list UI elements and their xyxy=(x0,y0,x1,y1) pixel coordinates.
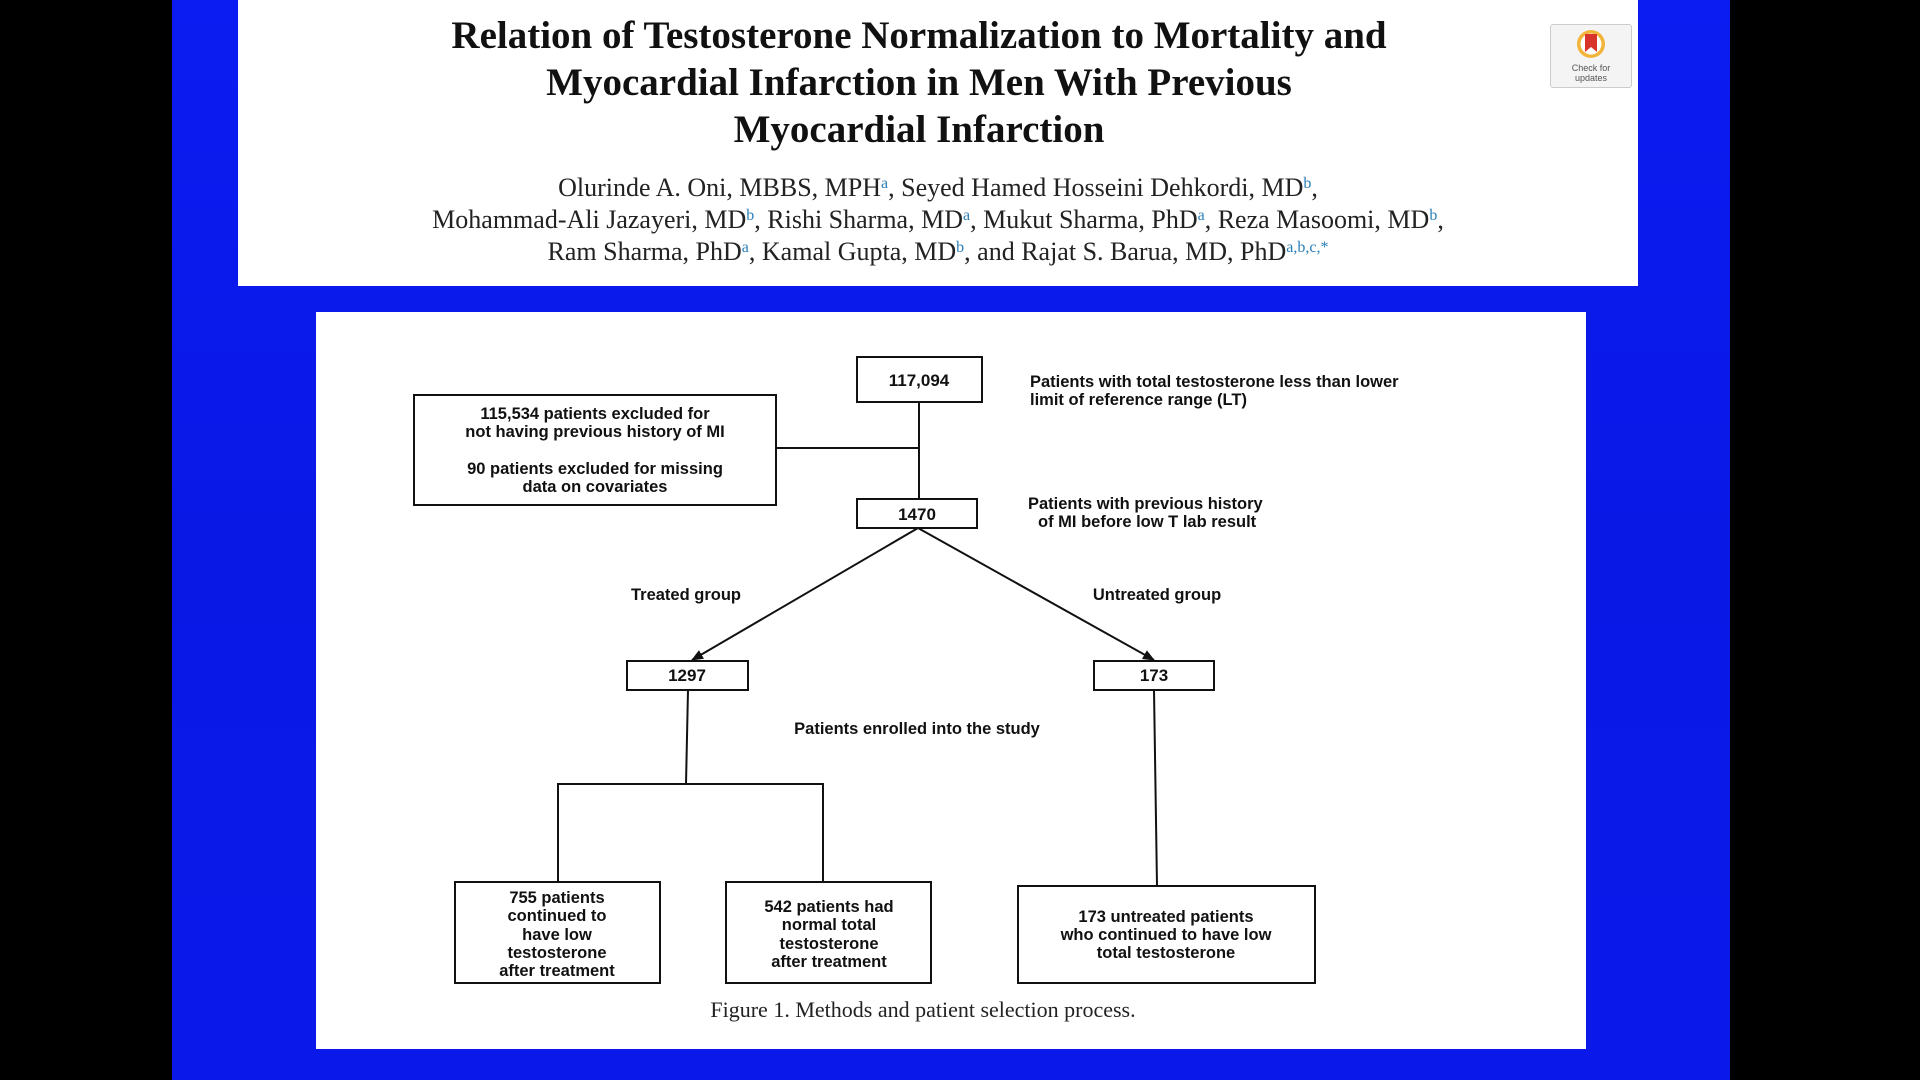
untreated-group-value: 173 xyxy=(1139,666,1169,685)
badge-line: updates xyxy=(1574,73,1608,83)
author-line xyxy=(238,172,1638,204)
mi-note-line: of MI before low T lab result xyxy=(1038,513,1257,531)
outcome-normal-line: normal total xyxy=(781,916,877,934)
author-name: , xyxy=(1311,173,1318,202)
outcome-low-line: testosterone xyxy=(507,944,607,962)
outcome-normal-line: after treatment xyxy=(771,953,887,971)
connector xyxy=(1154,690,1157,886)
exclusion-line: data on covariates xyxy=(522,478,668,496)
author-line xyxy=(238,204,1638,236)
affiliation-mark: b xyxy=(1303,175,1312,192)
affiliation-mark: a,b,c,* xyxy=(1286,239,1329,256)
author-name: , and Rajat S. Barua, MD, PhD xyxy=(964,237,1287,266)
affiliation-mark: b xyxy=(956,239,965,256)
badge-line: Check for xyxy=(1571,63,1611,73)
connector xyxy=(558,784,823,882)
outcome-untreated-line: total testosterone xyxy=(1096,944,1236,962)
outcome-low-line: 755 patients xyxy=(509,889,605,907)
exclusion-line: 90 patients excluded for missing xyxy=(467,460,723,478)
author-list xyxy=(238,172,1638,268)
exclusion-line: not having previous history of MI xyxy=(465,423,725,441)
paper-header xyxy=(238,0,1638,286)
connector xyxy=(686,690,688,784)
outcome-normal-line: 542 patients had xyxy=(764,898,894,916)
affiliation-mark: a xyxy=(881,175,889,192)
outcome-untreated-line: who continued to have low xyxy=(1060,926,1272,944)
outcome-low-line: continued to xyxy=(507,907,607,925)
top-note-line: limit of reference range (LT) xyxy=(1030,391,1247,409)
check-for-updates-button[interactable] xyxy=(1550,24,1632,88)
flowchart xyxy=(316,312,1586,1049)
mi-note-line: Patients with previous history xyxy=(1028,495,1263,513)
outcome-low-line: have low xyxy=(522,926,592,944)
outcome-normal-line: testosterone xyxy=(779,935,879,953)
author-line xyxy=(238,236,1638,268)
author-name: , Rishi Sharma, MD xyxy=(754,205,963,234)
outcome-low-line: after treatment xyxy=(499,962,615,980)
treated-group-label: Treated group xyxy=(630,586,742,604)
author-name: Mohammad-Ali Jazayeri, MD xyxy=(432,205,747,234)
author-name: , xyxy=(1437,205,1444,234)
affiliation-mark: a xyxy=(741,239,749,256)
paper-title xyxy=(238,12,1600,153)
total-patients-value: 117,094 xyxy=(888,371,950,390)
enrolled-label: Patients enrolled into the study xyxy=(794,720,1040,738)
figure-panel xyxy=(316,312,1586,1049)
author-name: , Seyed Hamed Hosseini Dehkordi, MD xyxy=(888,173,1304,202)
affiliation-mark: a xyxy=(1197,207,1205,224)
author-name: , Mukut Sharma, PhD xyxy=(970,205,1198,234)
title-line: Myocardial Infarction in Men With Previous xyxy=(546,61,1292,104)
top-note-line: Patients with total testosterone less than lower xyxy=(1030,373,1399,391)
author-name: , Reza Masoomi, MD xyxy=(1204,205,1430,234)
previous-mi-value: 1470 xyxy=(898,505,936,524)
author-name: Olurinde A. Oni, MBBS, MPH xyxy=(558,173,882,202)
untreated-group-label: Untreated group xyxy=(1092,586,1222,604)
author-name: , Kamal Gupta, MD xyxy=(748,237,957,266)
bookmark-check-icon xyxy=(1575,28,1607,60)
treated-group-value: 1297 xyxy=(668,666,706,685)
figure-caption: Figure 1. Methods and patient selection process. xyxy=(710,997,1136,1022)
author-name: Ram Sharma, PhD xyxy=(547,237,742,266)
affiliation-mark: b xyxy=(1429,207,1438,224)
outcome-untreated-line: 173 untreated patients xyxy=(1078,908,1254,926)
affiliation-mark: b xyxy=(746,207,755,224)
exclusion-line: 115,534 patients excluded for xyxy=(480,405,710,423)
title-line: Relation of Testosterone Normalization to Mortality and xyxy=(451,14,1387,57)
affiliation-mark: a xyxy=(963,207,971,224)
title-line: Myocardial Infarction xyxy=(733,108,1105,151)
